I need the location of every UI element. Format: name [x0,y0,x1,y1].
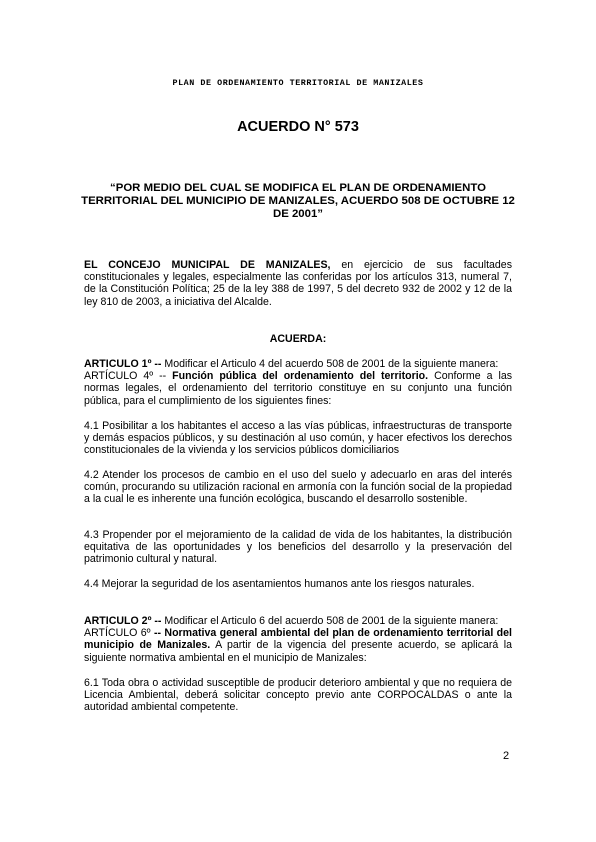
article-6-heading: -- Normativa general ambiental del plan de ordenamiento territorial del municipio de Manizales. [84,627,512,652]
article-2-label: ARTICULO 2º -- [84,615,162,627]
article-6-label: ARTÍCULO 6º [84,627,151,640]
article-2-line [84,615,512,627]
article-1 [84,358,512,407]
list-item: 6.1 Toda obra o actividad susceptible de producir deterioro ambiental y que no requiera de Licencia Ambiental, deberá solicitar concepto previo ante CORPOCALDAS o ante la autoridad ambiental competente. [84,677,512,714]
intro-text: en ejercicio de sus facultades constitucionales y legales, especialmente las conferidas por los artículos 313, numeral 7, de la Constitución Política; 25 de la ley 388 de 1997, 5 del decreto 932 de 2002 y 12 de la ley 810 de 2003, a iniciativa del Alcalde. [84,259,512,308]
article-4-paragraph [84,370,512,407]
article-4-heading: Función pública del ordenamiento del territorio. [166,370,429,383]
page-number: 2 [503,750,510,762]
article-1-label: ARTICULO 1º -- [84,358,162,370]
article-6-text: A partir de la vigencia del presente acuerdo, se aplicará la siguiente normativa ambiental en el municipio de Manizales: [84,639,512,664]
article-2 [84,615,512,664]
article-1-line [84,358,512,370]
article-2-text: Modificar el Articulo 6 del acuerdo 508 de 2001 de la siguiente manera: [161,615,499,627]
list-item: 4.4 Mejorar la seguridad de los asentamientos humanos ante los riesgos naturales. [84,578,475,590]
council-name: EL CONCEJO MUNICIPAL DE MANIZALES, [84,259,331,271]
article-4-text: Conforme a las normas legales, el ordenamiento del territorio constituye en su conjunto una función pública, para el cumplimiento de los siguientes fines: [84,370,513,407]
list-item: 4.1 Posibilitar a los habitantes el acceso a las vías públicas, infraestructuras de transporte y demás espacios públicos, y su destinación al uso común, y hacer efectivos los derechos constitucionales de la vivienda y los servicios públicos domiciliarios [84,420,512,457]
running-header: PLAN DE ORDENAMIENTO TERRITORIAL DE MANIZALES [172,78,424,88]
article-4-label: ARTÍCULO 4º -- [84,370,167,383]
document-title: ACUERDO N° 573 [237,119,359,135]
intro-paragraph [84,259,512,308]
document-subtitle: “POR MEDIO DEL CUAL SE MODIFICA EL PLAN DE ORDENAMIENTO TERRITORIAL DEL MUNICIPIO DE MANIZALES, ACUERDO 508 DE OCTUBRE 12 DE 2001” [81,182,515,220]
acuerda-heading: ACUERDA: [269,333,327,345]
list-item: 4.2 Atender los procesos de cambio en el uso del suelo y adecuarlo en aras del interés común, procurando su utilización racional en armonía con la función social de la propiedad a la cual le es inherente una función ecológica, buscando el desarrollo sostenible. [84,469,512,506]
list-item: 4.3 Propender por el mejoramiento de la calidad de vida de los habitantes, la distribución equitativa de las oportunidades y los beneficios del desarrollo y la preservación del patrimonio cultural y natural. [84,529,512,566]
article-1-text: Modificar el Articulo 4 del acuerdo 508 de 2001 de la siguiente manera: [161,358,499,370]
article-6-paragraph [84,627,512,664]
